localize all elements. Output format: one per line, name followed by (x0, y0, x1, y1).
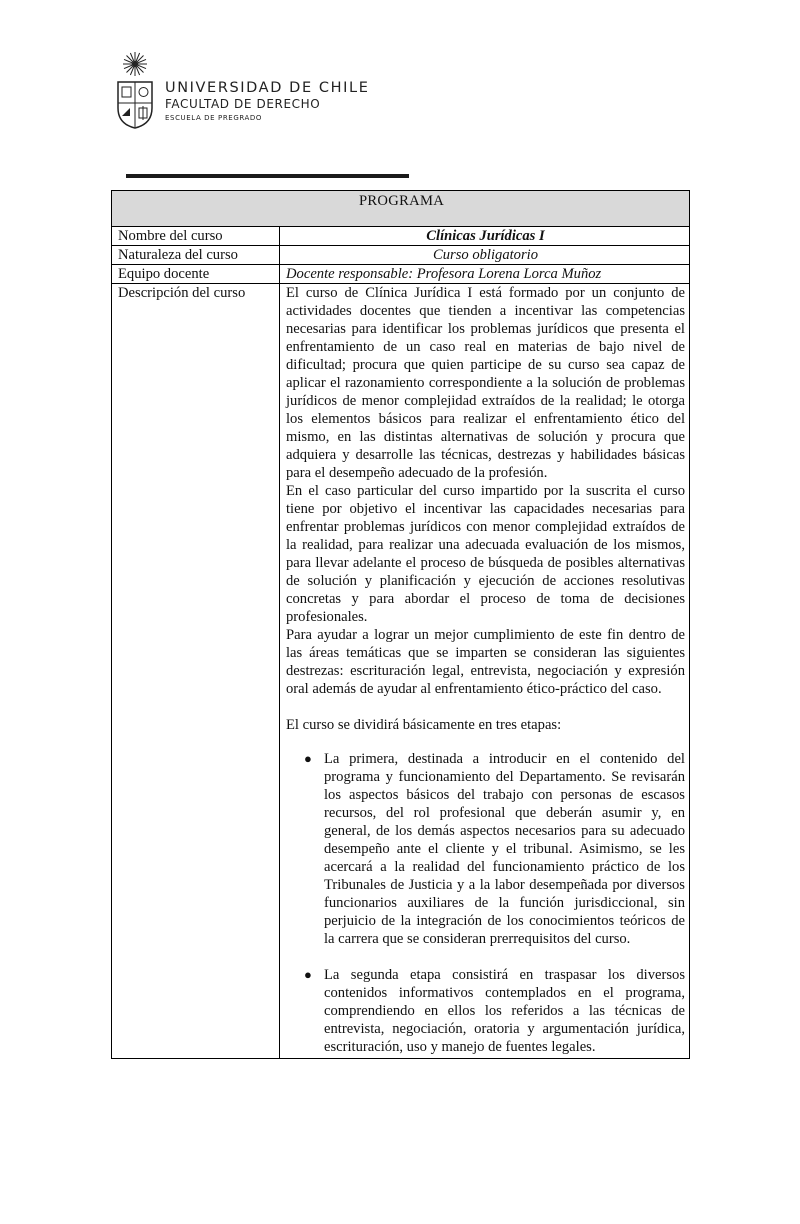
list-item (304, 966, 685, 1056)
faculty-name: FACULTAD DE DERECHO (165, 97, 321, 111)
teaching-team-value: Docente responsable: Profesora Lorena Lorca Muñoz (280, 265, 690, 284)
letterhead (108, 50, 370, 132)
description-paragraph: En el caso particular del curso impartido por la suscrita el curso tiene por objetivo el incentivar las capacidades necesarias para enfrentar problemas jurídicos con menor complejidad extraídos de la realidad, para realizar una adecuada evaluación de los mismos, para llevar adelante el proceso de búsqueda de posibles alternativas de solución y planificación y ejecución de acciones resolutivas concretas y para abordar el proceso de toma de decisiones profesionales. (286, 483, 685, 625)
stages-list (286, 750, 685, 1056)
letterhead-divider (126, 174, 409, 178)
table-row (112, 265, 690, 284)
school-name: ESCUELA DE PREGRADO (165, 114, 263, 122)
row-label-course-name: Nombre del curso (112, 227, 280, 246)
table-row (112, 246, 690, 265)
bullet-icon: ● (304, 967, 312, 982)
row-label-teaching-team: Equipo docente (112, 265, 280, 284)
table-header-row (112, 191, 690, 227)
table-row (112, 284, 690, 1059)
course-description (280, 284, 690, 1059)
stage-text: La segunda etapa consistirá en traspasar los diversos contenidos informativos contemplados en el programa, comprendiendo en ellos los referidos a las técnicas de entrevista, negociación, oratoria y argumentación jurídica, escrituración, uso y manejo de fuentes legales. (324, 967, 685, 1055)
spacer (286, 698, 685, 716)
course-nature-value: Curso obligatorio (280, 246, 690, 265)
university-name: UNIVERSIDAD DE CHILE (165, 80, 370, 96)
program-table (111, 190, 690, 1059)
course-name-value: Clínicas Jurídicas I (280, 227, 690, 246)
description-paragraph: El curso de Clínica Jurídica I está formado por un conjunto de actividades docentes que tienden a incentivar las competencias necesarias para identificar los problemas jurídicos que presenta el enfrentamiento de un caso real en materias de bajo nivel de dificultad; procura que quien participe de su curso sea capaz de aplicar el razonamiento correspondiente a la solución de problemas jurídicos de menor complejidad extraídos de la realidad; le otorga los elementos básicos para realizar el enfrentamiento ético del mismo, en las distintas alternativas de solución y procura que adquiera y desarrolle las técnicas, destrezas y habilidades básicas para el desempeño adecuado de la profesión. (286, 285, 685, 481)
row-label-course-nature: Naturaleza del curso (112, 246, 280, 265)
description-paragraph: Para ayudar a lograr un mejor cumplimiento de este fin dentro de las áreas temáticas que se imparten se consideran las siguientes destrezas: escrituración legal, entrevista, negociación y expresión oral además de ayudar al enfrentamiento ético-práctico del caso. (286, 627, 685, 697)
row-label-description: Descripción del curso (112, 284, 280, 1059)
list-item (304, 750, 685, 948)
stages-intro: El curso se dividirá básicamente en tres etapas: (286, 717, 562, 733)
stage-text: La primera, destinada a introducir en el contenido del programa y funcionamiento del Departamento. Se revisarán los aspectos básicos del trabajo con personas de escasos recursos, del rol profesional que deberán asumir y, en general, de los demás aspectos necesarios para su adecuado desempeño ante el cliente y el tribunal. Asimismo, se les acercará a la realidad del funcionamiento práctico de los Tribunales de Justicia y a la labor desempeñada por diversos funcionarios auxiliares de la función jurisdiccional, sin perjuicio de la integración de los conocimientos teóricos de la carrera que se consideran prerrequisitos del curso. (324, 751, 685, 947)
table-row (112, 227, 690, 246)
university-seal-icon (108, 50, 156, 130)
table-header: PROGRAMA (112, 191, 690, 227)
bullet-icon: ● (304, 751, 312, 766)
letterhead-text (165, 80, 369, 123)
